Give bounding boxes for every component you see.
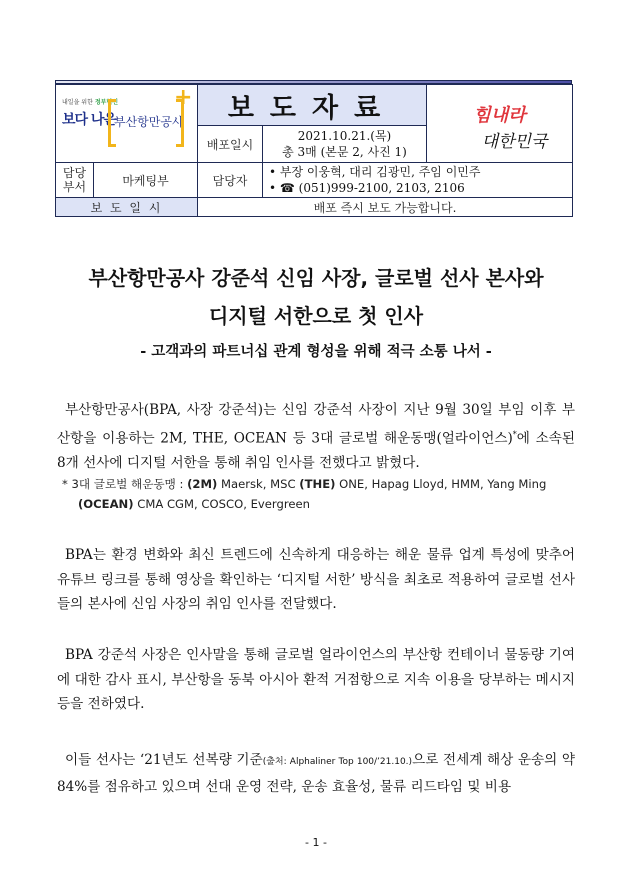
contact-phone: • ☎ (051)999-2100, 2103, 2106 xyxy=(269,181,465,195)
distribution-label: 배포일시 xyxy=(198,126,263,163)
dept-value: 마케팅부 xyxy=(94,163,198,198)
dept-label: 담당 부서 xyxy=(56,163,94,198)
paragraph-1: 부산항만공사(BPA, 사장 강준석)는 신임 강준석 사장이 지난 9월 30일 부임 이후 부산항을 이용하는 2M, THE, OCEAN 등 3대 글로벌 해운동맹(얼라이언스)*에 소속된 8개 선사에 디지털 서한을 통해 취임 인사를 전했다고 밝혔다. xyxy=(57,402,575,471)
distribution-info xyxy=(263,126,427,163)
page-number: - 1 - xyxy=(305,836,327,849)
paragraph-2: BPA는 환경 변화와 최신 트렌드에 신속하게 대응하는 해운 물류 업계 특성에 맞추어 유튜브 링크를 통해 영상을 확인하는 ‘디지털 서한’ 방식을 최초로 적용하여 글로벌 선사들의 본사에 신임 사장의 취임 인사를 전달했다. xyxy=(57,547,575,612)
bpa-logo xyxy=(56,85,198,163)
plus-icon: + xyxy=(174,85,193,110)
paragraph-4: 이들 선사는 ‘21년도 선복량 기준(출처: Alphaliner Top 100/’21.10.)으로 전세계 해상 운송의 약 84%를 점유하고 있으며 선대 운영 전략, 운송 효율성, 물류 리드타임 및 비용 xyxy=(57,752,576,795)
logo-tagline: 내일을 위한 정부혁신 xyxy=(62,99,118,106)
contact-info xyxy=(263,163,573,198)
paragraph-3: BPA 강준석 사장은 인사말을 통해 글로벌 얼라이언스의 부산항 컨테이너 물동량 기여에 대한 감사 표시, 부산항을 동북 아시아 환적 거점항으로 지속 이용을 당부하는 메시지 등을 전하였다. xyxy=(57,647,575,712)
release-label: 보 도 일 시 xyxy=(56,198,198,217)
slogan-logo xyxy=(427,85,573,163)
logo-org-name: 부산항만공사 xyxy=(114,115,184,129)
document-title: 보도자료 xyxy=(198,85,427,126)
contact-names: • 부장 이웅혁, 대리 김광민, 주임 이민주 xyxy=(269,165,481,179)
page-count: 총 3매 (본문 2, 사진 1) xyxy=(282,145,407,159)
distribution-date: 2021.10.21.(목) xyxy=(297,129,392,143)
press-release-header-table xyxy=(55,84,573,217)
headline-line2: 디지털 서한으로 첫 인사 xyxy=(208,304,424,328)
release-value: 배포 즉시 보도 가능합니다. xyxy=(198,198,573,217)
logo-main-text: 보다 나은 xyxy=(62,112,116,128)
alliance-footnote: * 3대 글로벌 해운동맹 : (2M) Maersk, MSC (THE) ONE, Hapag Lloyd, HMM, Yang Ming (OCEAN) CMA CGM, COSCO, Evergreen xyxy=(62,477,547,511)
slogan-line1: 힘내라 xyxy=(473,105,526,126)
subheadline: - 고객과의 파트너십 관계 형성을 위해 적극 소통 나서 - xyxy=(140,344,492,360)
headline-line1: 부산항만공사 강준석 신임 사장, 글로벌 선사 본사와 xyxy=(88,266,544,290)
slogan-line2: 대한민국 xyxy=(481,132,548,152)
contact-label: 담당자 xyxy=(198,163,263,198)
